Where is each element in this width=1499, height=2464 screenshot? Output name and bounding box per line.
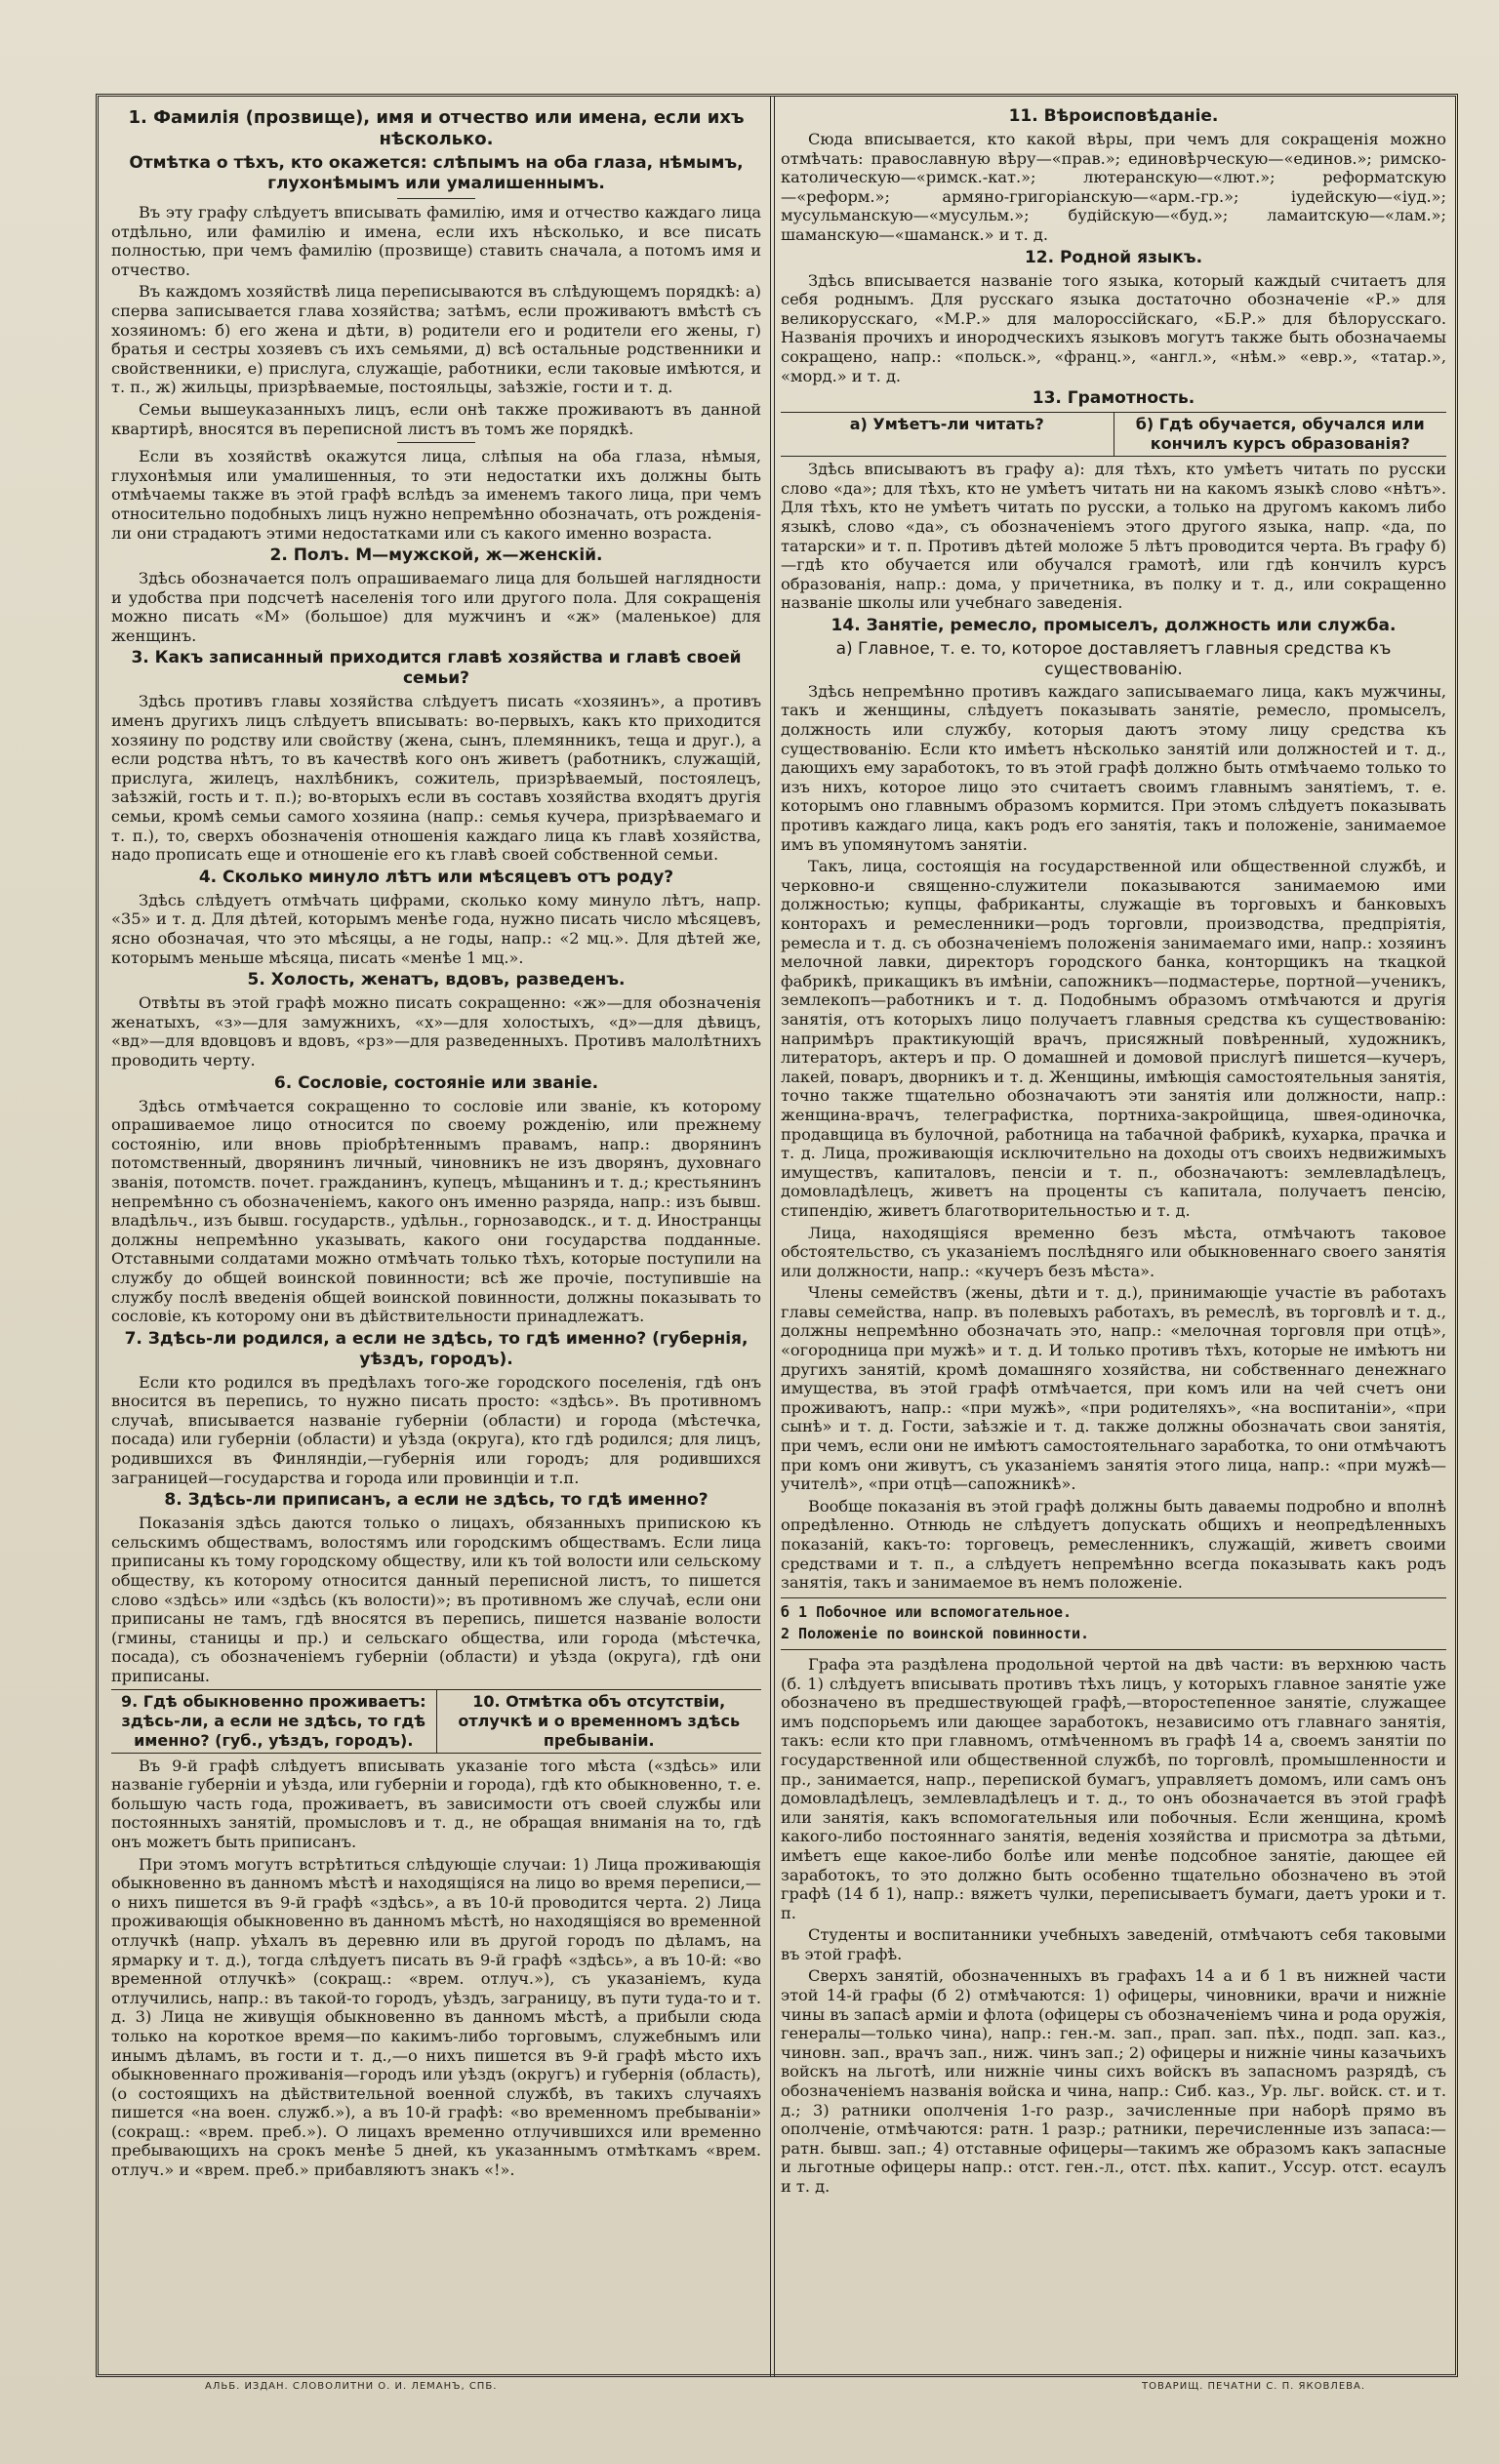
paragraph: Студенты и воспитанники учебныхъ заведеній, отмѣчаютъ себя таковыми въ этой графѣ. — [781, 1925, 1446, 1963]
section-13a-title: а) Умѣетъ-ли читать? — [849, 415, 1044, 434]
paragraph: Члены семействъ (жены, дѣти и т. д.), принимающіе участіе въ работахъ главы семейства, напр. въ полевыхъ работахъ, въ ремеслѣ, въ торговлѣ и т. д., должны непремѣнно обозначать это, напр.: «мелочная торговля при отцѣ», «огородница при мужѣ» и т. д. И только противъ тѣхъ, которые не имѣютъ ни другихъ занятій, кромѣ домашняго хозяйства, ни собственнаго денежнаго имущества, въ этой графѣ отмѣчается, при комъ или на чей счетъ они проживаютъ, напр.: «при мужѣ», «при родителяхъ», «на воспитаніи», «при сынѣ» и т. д. Гости, заѣзжіе и т. д. также должны обозначать свои занятія, при чемъ, если они не имѣютъ самостоятельнаго заработка, то они отмѣчаютъ при комъ они живутъ, съ указаніемъ занятія этого лица, напр.: «при мужѣ—учителѣ», «при отцѣ—сапожникѣ». — [781, 1283, 1446, 1494]
paragraph: Такъ, лица, состоящія на государственной или общественной службѣ, и черковно-и священно-служители показываются занимаемою ими должностью; купцы, фабриканты, служащіе въ торговыхъ и банковыхъ конторахъ и ремесленники—родъ торговли, производства, предпріятія, ремесла и т. д. съ обозначеніемъ положенія занимаемаго ими, напр.: хозяинъ мелочной лавки, директоръ городского банка, конторщикъ на ткацкой фабрикѣ, прикащикъ въ имѣніи, сапожникъ—подмастерье, портной—ученикъ, землекопъ—работникъ и т. д. Подобнымъ образомъ отмѣчаются и другія занятія, отъ которыхъ лицо получаетъ главныя средства къ существованію: напримѣръ практикующій врачъ, присяжный повѣренный, художникъ, литераторъ, актеръ и пр. О домашней и домовой прислугѣ пишется—кучеръ, лакей, поваръ, дворникъ и т. д. Женщины, имѣющія самостоятельныя занятія, точно также тщательно обозначаютъ эти занятія или должности, напр.: женщина-врачъ, телеграфистка, портниха-закройщица, швея-одиночка, продавщица въ булочной, работница на табачной фабрикѣ, кухарка, прачка и т. д. Лица, проживающія исключительно на доходы отъ своихъ недвижимыхъ имуществъ, капиталовъ, пенсіи и т. п., обозначаютъ: землевладѣлецъ, домовладѣлецъ, живетъ на проценты съ капитала, получаетъ пенсію, стипендію, живетъ благотворительностью и т. д. — [781, 857, 1446, 1220]
paragraph: Вообще показанія въ этой графѣ должны быть даваемы подробно и вполнѣ опредѣленно. Отнюдь не слѣдуетъ допускать общихъ и неопредѣленныхъ показаній, какъ-то: торговецъ, ремесленникъ, служащій, живетъ своими средствами и т. п., а слѣдуетъ непремѣнно всегда показывать какъ родъ занятія, такъ и занимаемое въ немъ положеніе. — [781, 1496, 1446, 1593]
paragraph: Сверхъ занятій, обозначенныхъ въ графахъ 14 а и б 1 въ нижней части этой 14-й графы (б 2) отмѣчаются: 1) офицеры, чиновники, врачи и нижніе чины въ запасѣ арміи и флота (офицеры съ обозначеніемъ чина и рода оружія, генералы—только чина), напр.: ген.-м. зап., прап. зап. пѣх., подп. зап. каз., чиновн. зап., врачъ зап., ниж. чинъ зап.; 2) офицеры и нижніе чины казачьихъ войскъ на льготѣ, или нижніе чины сихъ войскъ въ запасномъ разрядѣ, съ обозначеніемъ названія войска и чина, напр.: Сиб. каз., Ур. льг. войск. ст. и т. д.; 3) ратники ополченія 1-го разр., зачисленные при наборѣ прямо въ ополченіе, отмѣчаются: ратн. 1 разр.; ратники, перечисленные изъ запаса:—ратн. бывш. зап.; 4) отставные офицеры—такимъ же образомъ какъ запасные и льготные офицеры напр.: отст. ген.-л., отст. пѣх. капит., Уссур. отст. есаулъ и т. д. — [781, 1966, 1446, 2196]
section-14a-title: а) Главное, т. е. то, которое доставляетъ главныя средства къ существованію. — [835, 638, 1392, 679]
divider — [781, 1597, 1446, 1598]
paragraph: Семьи вышеуказанныхъ лицъ, если онѣ также проживаютъ въ данной квартирѣ, вносятся въ переписной листъ въ томъ же порядкѣ. — [111, 399, 761, 438]
section-13-header — [781, 412, 1446, 457]
paragraph: Отвѣты въ этой графѣ можно писать сокращенно: «ж»—для обозначенія женатыхъ, «з»—для замужнихъ, «х»—для холостыхъ, «д»—для дѣвицъ, «вд»—для вдовцовъ и вдовъ, «рз»—для разведенныхъ. Противъ малолѣтнихъ проводить черту. — [111, 993, 761, 1070]
section-9-cell — [111, 1690, 436, 1753]
section-10-cell — [436, 1690, 762, 1753]
section-9-10-header — [111, 1689, 761, 1754]
paragraph: Здѣсь непремѣнно противъ каждаго записываемаго лица, какъ мужчины, такъ и женщины, слѣдуетъ показывать занятіе, ремесло, промыселъ, должность или службу, которыя даютъ этому лицу средства къ существованію. Если кто имѣетъ нѣсколько занятій или должностей и т. д., дающихъ ему заработокъ, то въ этой графѣ должно быть отмѣчаемо только то изъ нихъ, которое лицо это считаетъ своимъ главнымъ занятіемъ, т. е. которымъ оно главнымъ образомъ кормится. При этомъ слѣдуетъ показывать противъ каждаго лица, какъ родъ его занятія, такъ и положеніе, занимаемое имъ въ упомянутомъ занятіи. — [781, 681, 1446, 854]
paragraph: Если въ хозяйствѣ окажутся лица, слѣпыя на оба глаза, нѣмыя, глухонѣмыя или умалишенныя, то эти недостатки ихъ должны быть отмѣчаемы также въ этой графѣ вслѣдъ за именемъ такого лица, при чемъ относительно подобныхъ лицъ нужно непремѣнно обозначать, отъ рожденія-ли они страдаютъ этими недостатками или съ какого именно возраста. — [111, 447, 761, 543]
section-5-title: 5. Холость, женатъ, вдовъ, разведенъ. — [247, 970, 626, 990]
section-9-title: 9. Гдѣ обыкновенно проживаетъ: здѣсь-ли, а если не здѣсь, то гдѣ именно? (губ., уѣздъ, городъ). — [120, 1691, 426, 1750]
section-11-title: 11. Вѣроисповѣданіе. — [1008, 106, 1219, 126]
footer-left: АЛЬБ. ИЗДАН. СЛОВОЛИТНИ О. И. ЛЕМАНЪ, СПБ. — [205, 2381, 498, 2392]
section-3-title: 3. Какъ записанный приходится главѣ хозяйства и главѣ своей семьи? — [131, 648, 742, 689]
divider — [397, 198, 475, 199]
footer-right: ТОВАРИЩ. ПЕЧАТНИ С. П. ЯКОВЛЕВА. — [1142, 2381, 1366, 2392]
section-13b-title: б) Гдѣ обучается, обучался или кончилъ курсъ образованія? — [1135, 415, 1425, 454]
divider — [397, 442, 475, 443]
left-column — [111, 103, 761, 2357]
paragraph: Здѣсь вписываютъ въ графу а): для тѣхъ, кто умѣетъ читать по русски слово «да»; для тѣхъ, кто не умѣетъ читать ни на какомъ языкѣ слово «нѣтъ». Для тѣхъ, кто не умѣетъ читать по русски, а только на другомъ какомъ либо языкѣ, слово «да», съ обозначеніемъ этого другого языка, напр. «да, по татарски» и т. п. Противъ дѣтей моложе 5 лѣтъ проводится черта. Въ графу б)—гдѣ кто обучается или обучался грамотѣ, или гдѣ кончилъ курсъ образованія, напр.: дома, у причетника, въ полку и т. д., или сокращенно названіе школы или учебнаго заведенія. — [781, 460, 1446, 613]
section-14-title: 14. Занятіе, ремесло, промыселъ, должность или служба. — [831, 615, 1397, 635]
paragraph: Здѣсь слѣдуетъ отмѣчать цифрами, сколько кому минуло лѣтъ, напр. «35» и т. д. Для дѣтей, которымъ менѣе года, нужно писать число мѣсяцевъ, ясно обозначая, что это мѣсяцы, а не годы, напр.: «2 мц.». Для дѣтей же, которымъ меньше мѣсяца, писать «менѣе 1 мц.». — [111, 890, 761, 967]
section-13-title: 13. Грамотность. — [1032, 388, 1195, 409]
paragraph: Въ 9-й графѣ слѣдуетъ вписывать указаніе того мѣста («здѣсь» или названіе губерніи и уѣзда, или губерніи и города), гдѣ кто обыкновенно, т. е. большую часть года, проживаетъ, въ зависимости отъ своей службы или постоянныхъ занятій, промысловъ и т. д., не обращая вниманія на то, гдѣ онъ можетъ быть приписанъ. — [111, 1756, 761, 1851]
section-14b-line-1: б 1 Побочное или вспомогательное. — [781, 1602, 1073, 1621]
paragraph: Здѣсь обозначается полъ опрашиваемаго лица для большей наглядности и удобства при подсчетѣ населенія того или другого пола. Для сокращенія можно писать «М» (большое) для мужчинъ и «ж» (маленькое) для женщинъ. — [111, 569, 761, 645]
column-divider — [770, 96, 775, 2377]
section-2-title: 2. Полъ. М—мужской, ж—женскій. — [269, 545, 603, 566]
paragraph: Здѣсь отмѣчается сокращенно то сословіе или званіе, къ которому опрашиваемое лицо относится по своему рожденію, или прежнему состоянію, или вновь пріобрѣтеннымъ правамъ, напр.: дворянинъ потомственный, дворянинъ личный, чиновникъ не изъ дворянъ, духовнаго званія, потомств. почет. гражданинъ, купецъ, мѣщанинъ и т. д.; крестьянинъ непремѣнно съ обозначеніемъ, какого онъ именно разряда, напр.: изъ бывш. владѣльч., изъ бывш. государств., удѣльн., горнозаводск., и т. д. Иностранцы должны непремѣнно указывать, какого они государства подданные. Отставными солдатами можно отмѣчать только тѣхъ, которые поступили на службу до общей воинской повинности; всѣ же прочіе, поступившіе на службу послѣ введенія общей воинской повинности, должны показывать то сословіе, къ которому они въ дѣйствительности принадлежатъ. — [111, 1096, 761, 1326]
paragraph: Лица, находящіяся временно безъ мѣста, отмѣчаютъ таковое обстоятельство, съ указаніемъ послѣдняго или обыкновеннаго своего занятія или должности, напр.: «кучеръ безъ мѣста». — [781, 1223, 1446, 1280]
paragraph: Въ эту графу слѣдуетъ вписывать фамилію, имя и отчество каждаго лица отдѣльно, или фамилію и имена, если ихъ нѣсколько, и все писать полностью, при чемъ фамилію (прозвище) ставить сначала, а потомъ имя и отчество. — [111, 203, 761, 279]
section-12-title: 12. Родной языкъ. — [1024, 247, 1203, 267]
divider — [781, 1649, 1446, 1650]
section-13b-cell — [1114, 413, 1447, 456]
paragraph: Здѣсь противъ главы хозяйства слѣдуетъ писать «хозяинъ», а противъ именъ другихъ лицъ слѣдуетъ вписывать: во-первыхъ, какъ кто приходится хозяину по родству или свойству (жена, сынъ, племянникъ, теща и друг.), а если родства нѣтъ, то въ качествѣ кого онъ живетъ (работникъ, служащій, прислуга, жилецъ, нахлѣбникъ, сожитель, призрѣваемый, постоялецъ, заѣзжій, гость и т. п.); во-вторыхъ если въ составъ хозяйства входятъ другія семьи, кромѣ семьи самого хозяина (напр.: семья кучера, призрѣваемаго и т. п.), то, сверхъ обозначенія отношенія каждаго лица къ главѣ хозяйства, надо прописать еще и отношеніе его къ главѣ своей собственной семьи. — [111, 692, 761, 865]
paragraph: При этомъ могутъ встрѣтиться слѣдующіе случаи: 1) Лица проживающія обыкновенно въ данномъ мѣстѣ и находящіяся на лицо во время переписи,—о нихъ пишется въ 9-й графѣ «здѣсь», а въ 10-й проводится черта. 2) Лица проживающія обыкновенно въ данномъ мѣстѣ, но находящіяся во временной отлучкѣ (напр. уѣхалъ въ деревню или въ другой городъ по дѣламъ, на ярмарку и т. д.), тогда слѣдуетъ писать въ 9-й графѣ «здѣсь», а въ 10-й: «во временной отлучкѣ» (сокращ.: «врем. отлуч.»), съ указаніемъ, куда отлучились, напр.: въ такой-то городъ, уѣздъ, заграницу, въ пути туда-то и т. д. 3) Лица не живущія обыкновенно въ данномъ мѣстѣ, а прибыли сюда только на короткое время—по какимъ-либо торговымъ, служебнымъ или инымъ дѣламъ, въ гости и т. д.,—о нихъ пишется въ 9-й графѣ мѣсто ихъ обыкновеннаго проживанія—городъ или уѣздъ (округъ) и губернія (область), (о состоящихъ на дѣйствительной военной службѣ, въ такихъ случаяхъ пишется «на воен. служб.»), а въ 10-й графѣ: «во временномъ пребываніи» (сокращ.: «врем. преб.»). О лицахъ временно отлучившихся или временно пребывающихъ на срокъ менѣе 5 дней, къ указаннымъ отмѣткамъ «врем. отлуч.» и «врем. преб.» прибавляютъ знакъ «!». — [111, 1854, 761, 2180]
section-7-title: 7. Здѣсь-ли родился, а если не здѣсь, то гдѣ именно? (губернія, уѣздъ, городъ). — [124, 1328, 749, 1369]
paragraph: Если кто родился въ предѣлахъ того-же городского поселенія, гдѣ онъ вносится въ перепись, то нужно писать просто: «здѣсь». Въ противномъ случаѣ, вписывается названіе губерніи (области) и города (мѣстечка, посада) или губерніи (области) и уѣзда (округа), кто гдѣ родился; для лицъ, родившихся въ Финляндіи,—губернія или городъ; для родившихся заграницей—государства и города или провинціи и т.п. — [111, 1372, 761, 1487]
section-8-title: 8. Здѣсь-ли приписанъ, а если не здѣсь, то гдѣ именно? — [164, 1490, 709, 1511]
section-13a-cell — [781, 413, 1114, 456]
section-14b-line-2: 2 Положеніе по воинской повинности. — [781, 1625, 1090, 1643]
right-column — [781, 103, 1446, 2357]
section-4-title: 4. Сколько минуло лѣтъ или мѣсяцевъ отъ роду? — [198, 867, 674, 887]
section-6-title: 6. Сословіе, состояніе или званіе. — [273, 1072, 599, 1093]
paragraph: Графа эта раздѣлена продольной чертой на двѣ части: въ верхнюю часть (б. 1) слѣдуетъ вписывать противъ тѣхъ лицъ, у которыхъ главное занятіе уже обозначено въ предшествующей графѣ,—второстепенное занятіе, служащее имъ подспорьемъ или дающее заработокъ, независимо отъ главнаго занятія, такъ: если кто при главномъ, отмѣченномъ въ графѣ 14 а, своемъ занятіи по государственной или общественной службѣ, по торговлѣ, промышленности и пр., занимается, напр., перепиской бумагъ, управляетъ домомъ, или самъ онъ домовладѣлецъ, землевладѣлецъ и т. д., то онъ обозначается въ этой графѣ или занятія, какъ вспомогательныя или побочныя. Если женщина, кромѣ какого-либо постояннаго занятія, веденія хозяйства и присмотра за дѣтьми, имѣетъ еще какое-либо болѣе или менѣе подсобное занятіе, дающее ей заработокъ, то это должно быть особенно тщательно обозначено въ этой графѣ (14 б 1), напр.: вяжетъ чулки, переписываетъ бумаги, даетъ уроки и т. п. — [781, 1654, 1446, 1922]
section-10-title: 10. Отмѣтка объ отсутствіи, отлучкѣ и о временномъ здѣсь пребываніи. — [458, 1691, 741, 1750]
paragraph: Показанія здѣсь даются только о лицахъ, обязанныхъ припискою къ сельскимъ обществамъ, волостямъ или городскимъ обществамъ. Если лица приписаны къ тому городскому обществу, или къ той волости или сельскому обществу, къ которому относится данный переписной листъ, то пишется слово «здѣсь» или «здѣсь (къ волости)»; въ противномъ же случаѣ, если они приписаны не тамъ, гдѣ вносятся въ перепись, пишется названіе волости (гмины, станицы и пр.) и сельскаго общества, или города (мѣстечка, посада), съ обозначеніемъ губерніи (области) и уѣзда (округа), гдѣ они приписаны. — [111, 1514, 761, 1685]
paragraph: Въ каждомъ хозяйствѣ лица переписываются въ слѣдующемъ порядкѣ: а) сперва записывается глава хозяйства; затѣмъ, если проживаютъ вмѣстѣ съ хозяиномъ: б) его жена и дѣти, в) родители его и родители его жены, г) братья и сестры хозяевъ съ ихъ семьями, д) всѣ остальные родственники и свойственники, е) прислуга, служащіе, работники, если таковые имѣются, и т. п., ж) жильцы, призрѣваемые, постояльцы, заѣзжіе, гости и т. д. — [111, 282, 761, 397]
paragraph: Сюда вписывается, кто какой вѣры, при чемъ для сокращенія можно отмѣчать: православную вѣру—«прав.»; единовѣрческую—«единов.»; римско-католическую—«римск.-кат.»; лютеранскую—«лют.»; реформатскую—«реформ.»; армяно-григоріанскую—«арм.-гр.»; іудейскую—«іуд.»; мусульманскую—«мусульм.»; будійскую—«буд.»; ламаитскую—«лам.»; шаманскую—«шаманск.» и т. д. — [781, 130, 1446, 244]
paragraph: Здѣсь вписывается названіе того языка, который каждый считаетъ для себя роднымъ. Для русскаго языка достаточно обозначеніе «Р.» для великорусскаго, «М.Р.» для малороссійскаго, «Б.Р.» для бѣлорусскаго. Названія прочихъ и инородческихъ языковъ могутъ также быть обозначаемы сокращено, напр.: «польск.», «франц.», «англ.», «нѣм.» «евр.», «татар.», «морд.» и т. д. — [781, 270, 1446, 385]
section-1-subtitle: Отмѣтка о тѣхъ, кто окажется: слѣпымъ на оба глаза, нѣмымъ, глухонѣмымъ или умалишеннымъ. — [129, 153, 744, 193]
section-1-title: 1. Фамилія (прозвище), имя и отчество или имена, если ихъ нѣсколько. — [128, 107, 745, 149]
